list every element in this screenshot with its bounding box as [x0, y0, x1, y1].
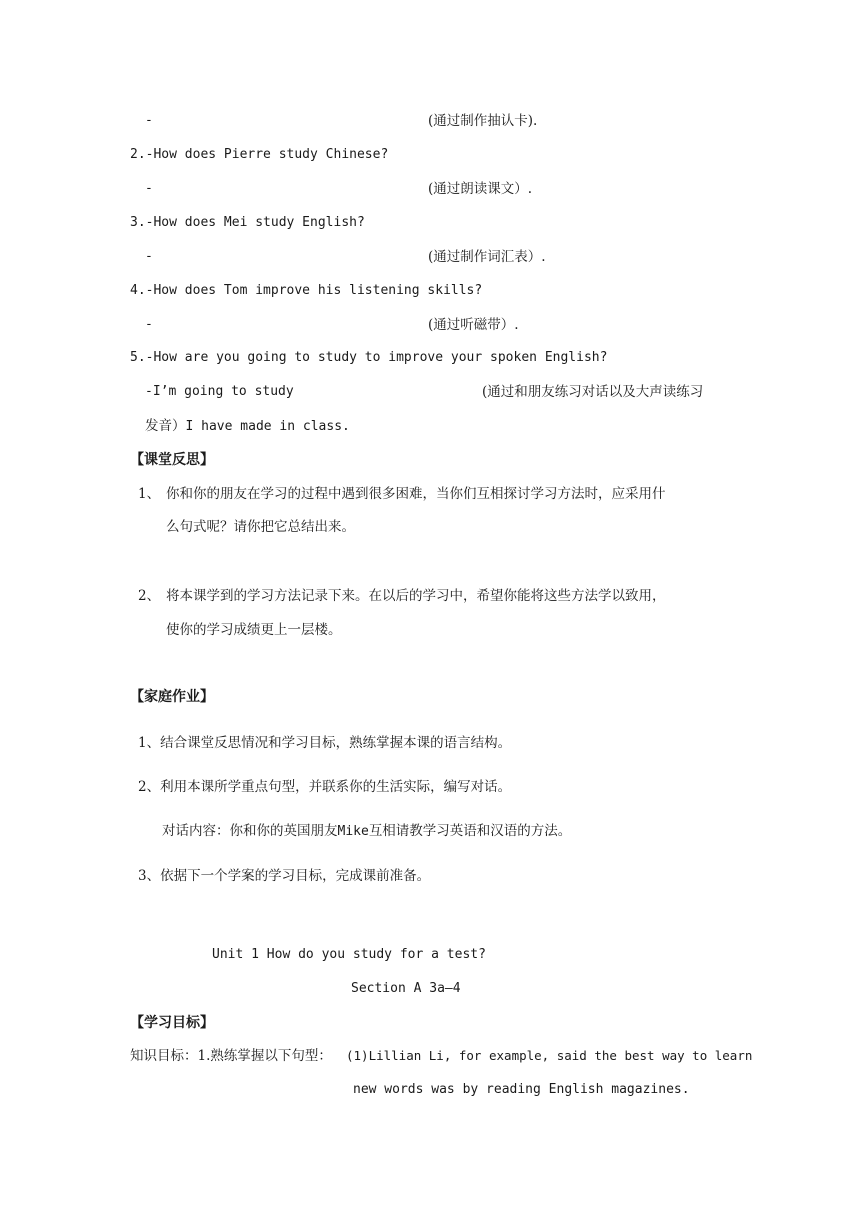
- reflection-item-2-line-1: 将本课学到的学习方法记录下来。在以后的学习中，希望你能将这些方法学以致用，: [166, 588, 666, 604]
- homework-item-2-detail-a: 对话内容：你和你的英国朋友: [162, 823, 338, 839]
- section-title: Section A 3a—4: [351, 981, 461, 996]
- goal-sentence-line-2: new words was by reading English magazines.: [353, 1082, 690, 1097]
- hint-4: (通过听磁带）.: [428, 317, 519, 333]
- answer-5-end: I have made in class.: [185, 419, 350, 434]
- question-4: 4.-How does Tom improve his listening skills?: [130, 283, 483, 298]
- homework-item-2-detail-c: 互相请教学习英语和汉语的方法。: [368, 823, 572, 839]
- hint-3: (通过制作词汇表）.: [428, 249, 546, 265]
- reflection-heading: 【课堂反思】: [130, 452, 214, 468]
- answer-dash-3: -: [145, 249, 153, 264]
- homework-item-2-detail-b: Mike: [337, 824, 369, 839]
- reflection-item-2-number: 2、: [138, 588, 161, 604]
- question-5: 5.-How are you going to study to improve your spoken English?: [130, 350, 608, 365]
- unit-title: Unit 1 How do you study for a test?: [212, 947, 486, 962]
- question-3: 3.-How does Mei study English?: [130, 215, 365, 230]
- hint-5-end: 发音）: [145, 418, 186, 434]
- answer-dash-1: -: [145, 113, 153, 128]
- homework-item-3: 3、依据下一个学案的学习目标，完成课前准备。: [138, 868, 431, 884]
- homework-heading: 【家庭作业】: [130, 689, 214, 705]
- answer-dash-4: -: [145, 317, 153, 332]
- hint-1: (通过制作抽认卡).: [428, 113, 538, 129]
- question-2: 2.-How does Pierre study Chinese?: [130, 147, 389, 162]
- goal-label: 知识目标：1.熟练掌握以下句型：: [130, 1048, 332, 1064]
- reflection-item-1-line-2: 么句式呢？请你把它总结出来。: [166, 519, 355, 535]
- hint-5: (通过和朋友练习对话以及大声读练习: [482, 384, 704, 400]
- answer-5: -I’m going to study: [145, 384, 294, 399]
- reflection-item-1-number: 1、: [138, 486, 161, 502]
- goals-heading: 【学习目标】: [130, 1015, 214, 1031]
- homework-item-1: 1、结合课堂反思情况和学习目标，熟练掌握本课的语言结构。: [138, 735, 512, 751]
- hint-2: (通过朗读课文）.: [428, 181, 533, 197]
- reflection-item-1-line-1: 你和你的朋友在学习的过程中遇到很多困难，当你们互相探讨学习方法时，应采用什: [166, 486, 666, 502]
- answer-dash-2: -: [145, 181, 153, 196]
- homework-item-2: 2、利用本课所学重点句型，并联系你的生活实际，编写对话。: [138, 779, 512, 795]
- homework-item-2-detail: [162, 822, 571, 841]
- answer-5-continued: [145, 417, 350, 436]
- goal-sentence-line-1: (1)Lillian Li, for example, said the best way to learn: [346, 1048, 753, 1063]
- reflection-item-2-line-2: 使你的学习成绩更上一层楼。: [166, 622, 342, 638]
